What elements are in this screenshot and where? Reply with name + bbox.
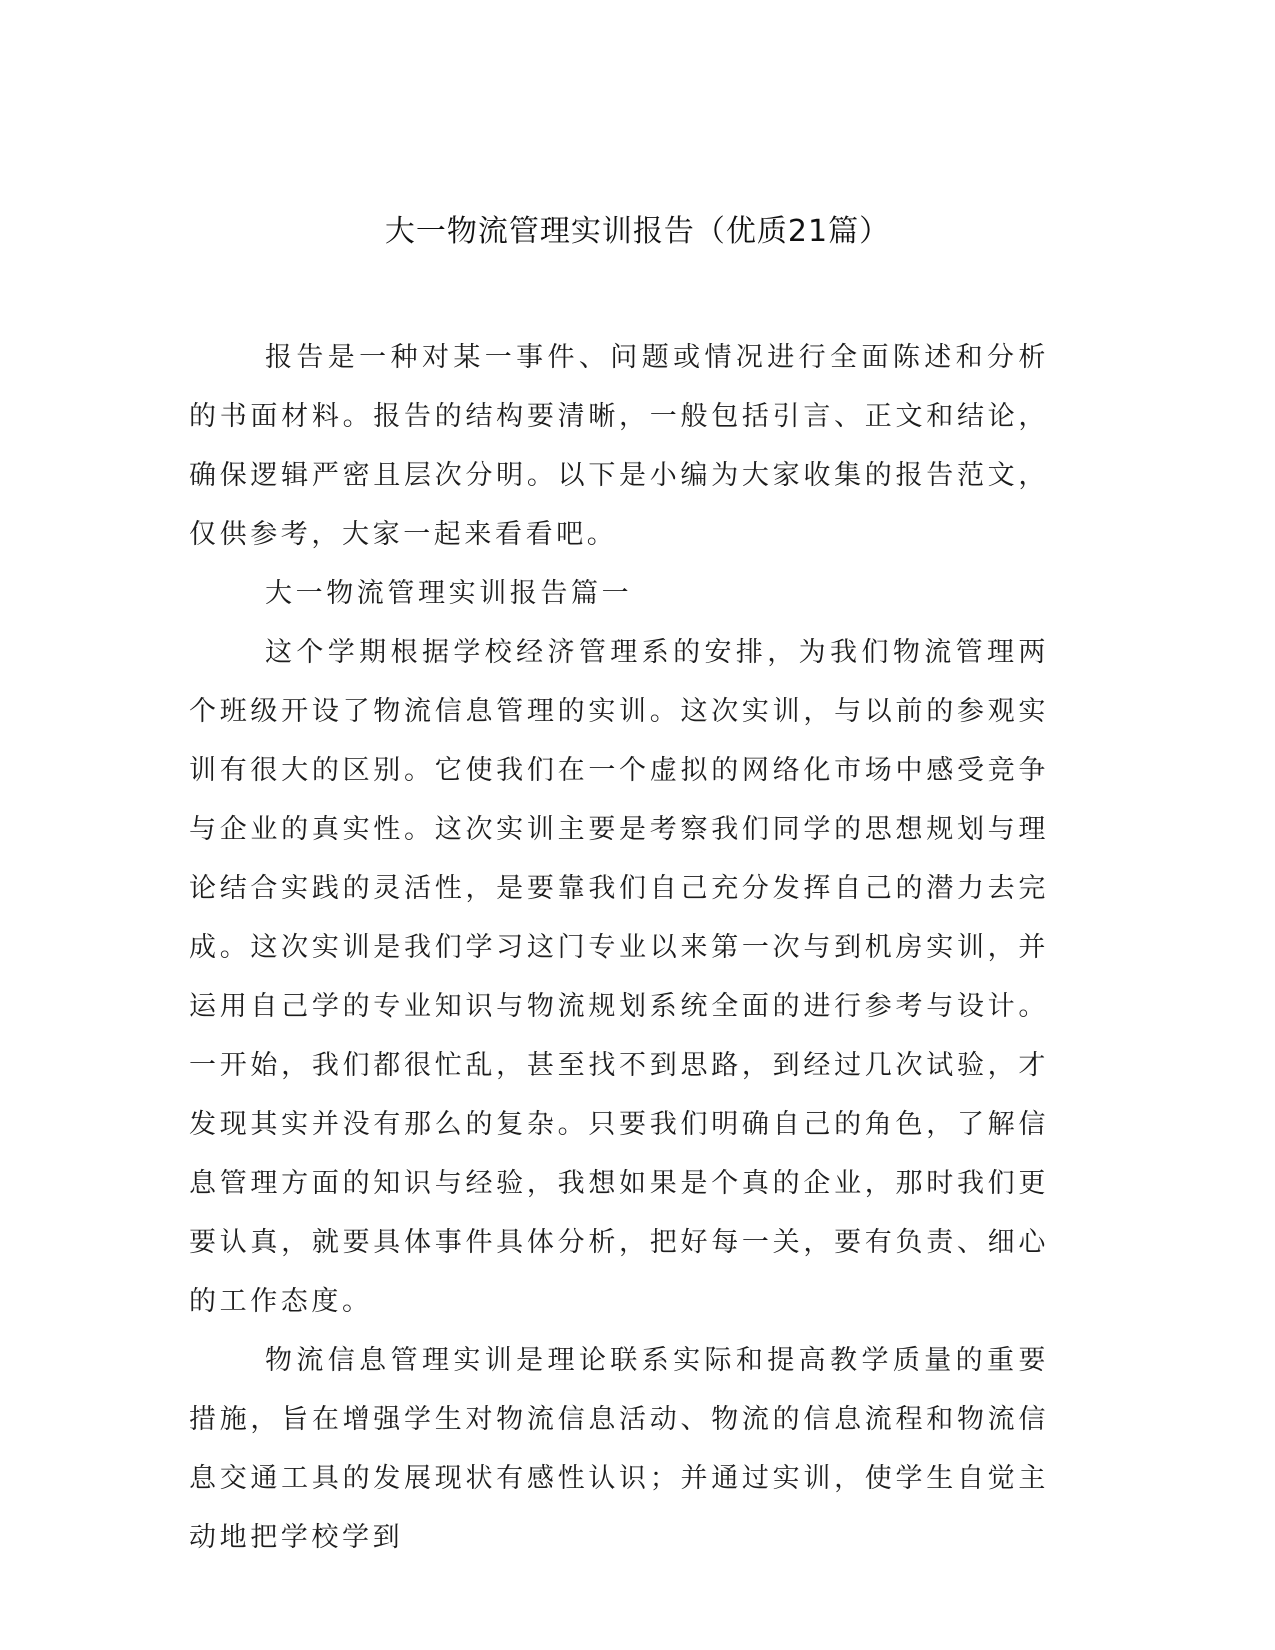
document-body [189,328,1049,1567]
section-heading: 大一物流管理实训报告篇一 [265,578,633,609]
body-paragraph-1: 这个学期根据学校经济管理系的安排，为我们物流管理两个班级开设了物流信息管理的实训。这次实训，与以前的参观实训有很大的区别。它使我们在一个虚拟的网络化市场中感受竞争与企业的真实性。这次实训主要是考察我们同学的思想规划与理论结合实践的灵活性，是要靠我们自己充分发挥自己的潜力去完成。这次实训是我们学习这门专业以来第一次与到机房实训，并运用自己学的专业知识与物流规划系统全面的进行参考与设计。一开始，我们都很忙乱，甚至找不到思路，到经过几次试验，才发现其实并没有那么的复杂。只要我们明确自己的角色，了解信息管理方面的知识与经验，我想如果是个真的企业，那时我们更要认真，就要具体事件具体分析，把好每一关，要有负责、细心的工作态度。 [189,637,1049,1317]
body-paragraph-2: 物流信息管理实训是理论联系实际和提高教学质量的重要措施，旨在增强学生对物流信息活动、物流的信息流程和物流信息交通工具的发展现状有感性认识；并通过实训，使学生自觉主动地把学校学到 [189,1345,1049,1553]
document-title: 大一物流管理实训报告（优质21篇） [384,214,891,249]
intro-paragraph: 报告是一种对某一事件、问题或情况进行全面陈述和分析的书面材料。报告的结构要清晰，一般包括引言、正文和结论，确保逻辑严密且层次分明。以下是小编为大家收集的报告范文，仅供参考，大家一起来看看吧。 [189,342,1049,550]
